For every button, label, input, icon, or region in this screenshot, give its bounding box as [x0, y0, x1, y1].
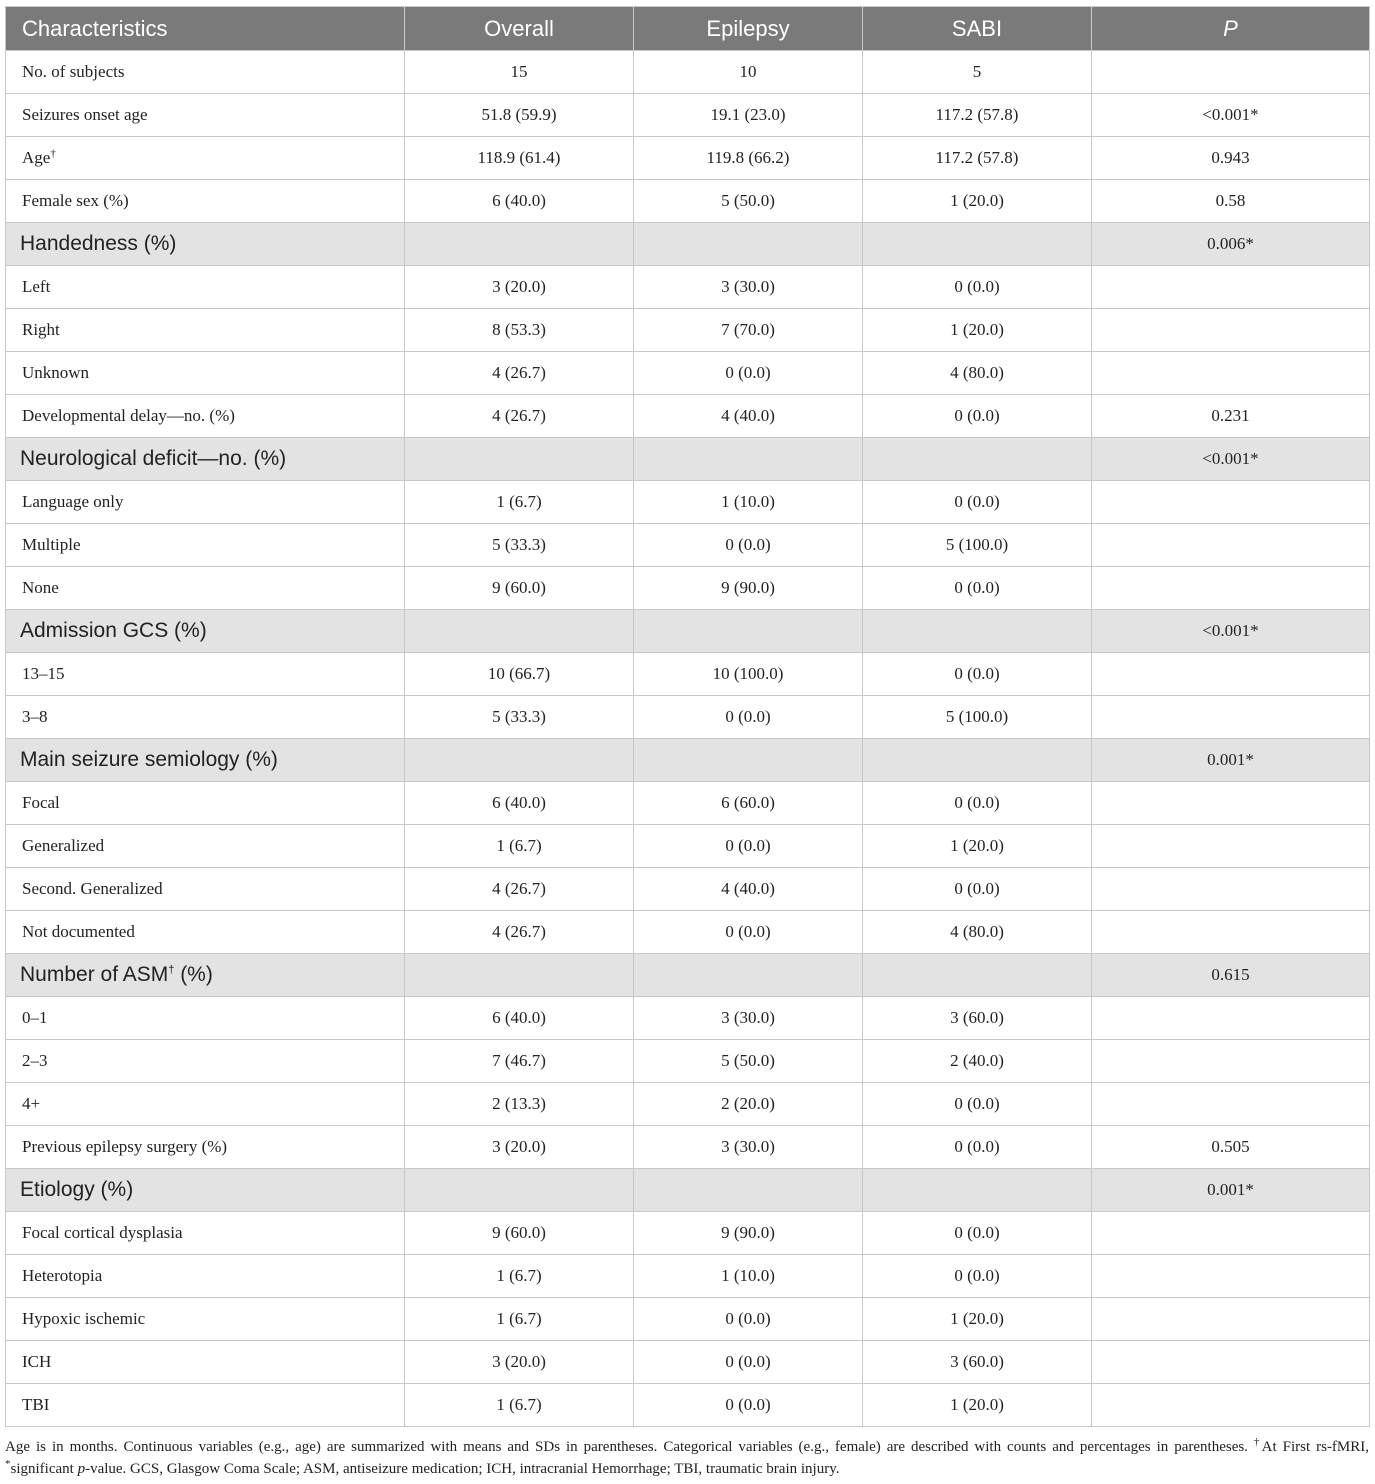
- cell-epilepsy: [634, 739, 863, 782]
- table-container: [5, 6, 1369, 1427]
- row-label: [6, 653, 405, 696]
- row-label: [6, 309, 405, 352]
- cell-sabi: 1 (20.0): [863, 1298, 1092, 1341]
- table-row: [6, 395, 1370, 438]
- table-header-row: [6, 7, 1370, 51]
- cell-p-value: [1092, 782, 1370, 825]
- cell-p-value: [1092, 997, 1370, 1040]
- row-label-text: Focal: [22, 793, 60, 812]
- cell-sabi: [863, 610, 1092, 653]
- table-row: [6, 51, 1370, 94]
- cell-p-value: <0.001*: [1092, 438, 1370, 481]
- cell-sabi: [863, 438, 1092, 481]
- cell-sabi: [863, 739, 1092, 782]
- cell-p-value: 0.943: [1092, 137, 1370, 180]
- table-row: [6, 825, 1370, 868]
- cell-overall: 9 (60.0): [405, 567, 634, 610]
- cell-sabi: 3 (60.0): [863, 1341, 1092, 1384]
- row-label: [6, 1169, 405, 1212]
- row-label-text: Hypoxic ischemic: [22, 1309, 146, 1328]
- cell-p-value: 0.505: [1092, 1126, 1370, 1169]
- cell-epilepsy: 2 (20.0): [634, 1083, 863, 1126]
- row-label: [6, 567, 405, 610]
- cell-sabi: 0 (0.0): [863, 481, 1092, 524]
- label-superscript: †: [168, 964, 175, 976]
- cell-sabi: 1 (20.0): [863, 1384, 1092, 1427]
- cell-sabi: 0 (0.0): [863, 868, 1092, 911]
- table-row: [6, 1298, 1370, 1341]
- label-superscript: †: [50, 147, 56, 160]
- cell-epilepsy: 0 (0.0): [634, 1298, 863, 1341]
- cell-sabi: 0 (0.0): [863, 567, 1092, 610]
- cell-epilepsy: 0 (0.0): [634, 1384, 863, 1427]
- cell-p-value: 0.58: [1092, 180, 1370, 223]
- row-label-text: Developmental delay—no. (%): [22, 406, 235, 425]
- row-label-text: 13–15: [22, 664, 65, 683]
- table-body: [6, 51, 1370, 1427]
- cell-overall: 5 (33.3): [405, 524, 634, 567]
- cell-epilepsy: 19.1 (23.0): [634, 94, 863, 137]
- cell-overall: [405, 223, 634, 266]
- cell-p-value: [1092, 911, 1370, 954]
- cell-sabi: 1 (20.0): [863, 825, 1092, 868]
- cell-overall: 6 (40.0): [405, 782, 634, 825]
- cell-p-value: [1092, 567, 1370, 610]
- cell-epilepsy: 3 (30.0): [634, 1126, 863, 1169]
- header-epilepsy: Epilepsy: [634, 7, 863, 51]
- cell-epilepsy: 10 (100.0): [634, 653, 863, 696]
- footnote-text-3: significant: [10, 1461, 78, 1477]
- row-label: [6, 180, 405, 223]
- cell-p-value: 0.001*: [1092, 1169, 1370, 1212]
- cell-p-value: [1092, 309, 1370, 352]
- table-section-row: [6, 610, 1370, 653]
- table-row: [6, 1083, 1370, 1126]
- cell-overall: 9 (60.0): [405, 1212, 634, 1255]
- table-row: [6, 1040, 1370, 1083]
- table-row: [6, 997, 1370, 1040]
- cell-sabi: 0 (0.0): [863, 395, 1092, 438]
- row-label-text: Age: [22, 148, 51, 167]
- cell-overall: 4 (26.7): [405, 352, 634, 395]
- cell-p-value: [1092, 1384, 1370, 1427]
- table-row: [6, 868, 1370, 911]
- row-label: [6, 524, 405, 567]
- table-row: [6, 1255, 1370, 1298]
- table-section-row: [6, 1169, 1370, 1212]
- row-label-text: Etiology (%): [20, 1178, 134, 1201]
- row-label: [6, 1212, 405, 1255]
- table-row: [6, 1341, 1370, 1384]
- row-label: [6, 1384, 405, 1427]
- row-label: [6, 352, 405, 395]
- cell-overall: [405, 610, 634, 653]
- cell-sabi: 4 (80.0): [863, 352, 1092, 395]
- footnote-p: p: [77, 1461, 86, 1477]
- cell-sabi: 2 (40.0): [863, 1040, 1092, 1083]
- row-label-text: Generalized: [22, 836, 105, 855]
- cell-overall: 51.8 (59.9): [405, 94, 634, 137]
- cell-epilepsy: 0 (0.0): [634, 911, 863, 954]
- table-row: [6, 782, 1370, 825]
- cell-p-value: [1092, 481, 1370, 524]
- cell-epilepsy: 4 (40.0): [634, 868, 863, 911]
- cell-epilepsy: 1 (10.0): [634, 1255, 863, 1298]
- table-row: [6, 696, 1370, 739]
- label-suffix: (%): [174, 963, 213, 986]
- row-label: [6, 137, 405, 180]
- row-label: [6, 438, 405, 481]
- row-label-text: Left: [22, 277, 51, 296]
- cell-epilepsy: 9 (90.0): [634, 1212, 863, 1255]
- row-label-text: 2–3: [22, 1051, 48, 1070]
- footnote-dagger: †: [1253, 1436, 1262, 1448]
- header-p-value: P: [1092, 7, 1370, 51]
- header-characteristics: Characteristics: [6, 7, 405, 51]
- table-footnote: [5, 1436, 1369, 1480]
- cell-sabi: 3 (60.0): [863, 997, 1092, 1040]
- cell-p-value: [1092, 51, 1370, 94]
- cell-epilepsy: 4 (40.0): [634, 395, 863, 438]
- cell-epilepsy: 7 (70.0): [634, 309, 863, 352]
- row-label-text: TBI: [22, 1395, 50, 1414]
- cell-overall: 6 (40.0): [405, 997, 634, 1040]
- header-overall: Overall: [405, 7, 634, 51]
- row-label: [6, 954, 405, 997]
- cell-overall: 8 (53.3): [405, 309, 634, 352]
- row-label-text: Second. Generalized: [22, 879, 163, 898]
- row-label-text: Not documented: [22, 922, 135, 941]
- cell-p-value: [1092, 524, 1370, 567]
- characteristics-table: [5, 6, 1370, 1427]
- cell-epilepsy: 119.8 (66.2): [634, 137, 863, 180]
- row-label-text: 3–8: [22, 707, 48, 726]
- cell-sabi: 5 (100.0): [863, 524, 1092, 567]
- cell-epilepsy: 0 (0.0): [634, 352, 863, 395]
- cell-epilepsy: 0 (0.0): [634, 825, 863, 868]
- cell-overall: [405, 1169, 634, 1212]
- cell-epilepsy: 5 (50.0): [634, 1040, 863, 1083]
- cell-sabi: 5: [863, 51, 1092, 94]
- cell-overall: [405, 438, 634, 481]
- header-sabi: SABI: [863, 7, 1092, 51]
- cell-epilepsy: 0 (0.0): [634, 696, 863, 739]
- row-label-text: None: [22, 578, 59, 597]
- cell-sabi: 1 (20.0): [863, 180, 1092, 223]
- cell-overall: 6 (40.0): [405, 180, 634, 223]
- row-label: [6, 266, 405, 309]
- cell-p-value: <0.001*: [1092, 94, 1370, 137]
- cell-overall: 3 (20.0): [405, 266, 634, 309]
- cell-epilepsy: [634, 610, 863, 653]
- cell-sabi: 4 (80.0): [863, 911, 1092, 954]
- row-label: [6, 1126, 405, 1169]
- cell-sabi: [863, 954, 1092, 997]
- cell-sabi: 0 (0.0): [863, 1255, 1092, 1298]
- cell-epilepsy: 0 (0.0): [634, 1341, 863, 1384]
- table-row: [6, 266, 1370, 309]
- row-label: [6, 911, 405, 954]
- row-label: [6, 223, 405, 266]
- cell-epilepsy: 3 (30.0): [634, 997, 863, 1040]
- cell-p-value: 0.006*: [1092, 223, 1370, 266]
- cell-sabi: [863, 223, 1092, 266]
- cell-p-value: [1092, 868, 1370, 911]
- cell-overall: 3 (20.0): [405, 1126, 634, 1169]
- table-section-row: [6, 223, 1370, 266]
- cell-p-value: [1092, 1040, 1370, 1083]
- cell-overall: 1 (6.7): [405, 1298, 634, 1341]
- row-label-text: Language only: [22, 492, 124, 511]
- cell-epilepsy: 1 (10.0): [634, 481, 863, 524]
- cell-overall: 7 (46.7): [405, 1040, 634, 1083]
- cell-sabi: 1 (20.0): [863, 309, 1092, 352]
- row-label: [6, 94, 405, 137]
- footnote-text-2: At First rs-fMRI,: [1261, 1439, 1370, 1455]
- cell-p-value: 0.001*: [1092, 739, 1370, 782]
- cell-p-value: [1092, 1083, 1370, 1126]
- cell-overall: 4 (26.7): [405, 868, 634, 911]
- cell-overall: 1 (6.7): [405, 825, 634, 868]
- row-label: [6, 1341, 405, 1384]
- cell-sabi: 117.2 (57.8): [863, 137, 1092, 180]
- cell-p-value: [1092, 1255, 1370, 1298]
- table-section-row: [6, 954, 1370, 997]
- cell-overall: 1 (6.7): [405, 481, 634, 524]
- row-label: [6, 481, 405, 524]
- row-label: [6, 395, 405, 438]
- footnote-star: *: [5, 1458, 11, 1470]
- row-label: [6, 1298, 405, 1341]
- cell-sabi: 117.2 (57.8): [863, 94, 1092, 137]
- table-section-row: [6, 739, 1370, 782]
- cell-p-value: 0.615: [1092, 954, 1370, 997]
- row-label: [6, 825, 405, 868]
- row-label: [6, 1255, 405, 1298]
- row-label: [6, 1040, 405, 1083]
- row-label: [6, 997, 405, 1040]
- row-label-text: Multiple: [22, 535, 81, 554]
- cell-p-value: [1092, 825, 1370, 868]
- cell-sabi: 0 (0.0): [863, 266, 1092, 309]
- cell-overall: 5 (33.3): [405, 696, 634, 739]
- cell-epilepsy: [634, 954, 863, 997]
- cell-epilepsy: [634, 1169, 863, 1212]
- cell-sabi: 0 (0.0): [863, 1083, 1092, 1126]
- row-label: [6, 610, 405, 653]
- row-label: [6, 1083, 405, 1126]
- table-row: [6, 94, 1370, 137]
- row-label: [6, 782, 405, 825]
- cell-sabi: 0 (0.0): [863, 653, 1092, 696]
- row-label-text: Number of ASM: [20, 963, 169, 986]
- row-label-text: Heterotopia: [22, 1266, 103, 1285]
- cell-epilepsy: 0 (0.0): [634, 524, 863, 567]
- cell-p-value: [1092, 696, 1370, 739]
- table-row: [6, 180, 1370, 223]
- cell-p-value: [1092, 266, 1370, 309]
- cell-overall: 2 (13.3): [405, 1083, 634, 1126]
- cell-overall: 15: [405, 51, 634, 94]
- row-label-text: No. of subjects: [22, 62, 125, 81]
- cell-overall: 3 (20.0): [405, 1341, 634, 1384]
- cell-sabi: 0 (0.0): [863, 782, 1092, 825]
- cell-overall: 4 (26.7): [405, 395, 634, 438]
- cell-epilepsy: [634, 438, 863, 481]
- cell-sabi: 0 (0.0): [863, 1212, 1092, 1255]
- row-label: [6, 868, 405, 911]
- cell-p-value: [1092, 352, 1370, 395]
- table-row: [6, 352, 1370, 395]
- table-row: [6, 911, 1370, 954]
- cell-overall: [405, 954, 634, 997]
- cell-p-value: [1092, 1298, 1370, 1341]
- row-label: [6, 51, 405, 94]
- footnote-text-4: -value. GCS, Glasgow Coma Scale; ASM, antiseizure medication; ICH, intracranial Hemorrhage; TBI, traumatic brain injury.: [85, 1461, 840, 1477]
- row-label-text: 4+: [22, 1094, 41, 1113]
- cell-p-value: [1092, 1212, 1370, 1255]
- table-row: [6, 1212, 1370, 1255]
- row-label-text: Admission GCS (%): [20, 619, 207, 642]
- cell-overall: 10 (66.7): [405, 653, 634, 696]
- table-section-row: [6, 438, 1370, 481]
- table-row: [6, 653, 1370, 696]
- row-label-text: Female sex (%): [22, 191, 129, 210]
- row-label: [6, 696, 405, 739]
- cell-sabi: [863, 1169, 1092, 1212]
- row-label-text: Right: [22, 320, 60, 339]
- cell-sabi: 5 (100.0): [863, 696, 1092, 739]
- cell-epilepsy: 10: [634, 51, 863, 94]
- cell-epilepsy: 6 (60.0): [634, 782, 863, 825]
- cell-overall: 1 (6.7): [405, 1384, 634, 1427]
- row-label-text: Seizures onset age: [22, 105, 148, 124]
- cell-epilepsy: 9 (90.0): [634, 567, 863, 610]
- row-label-text: Handedness (%): [20, 232, 177, 255]
- row-label-text: Previous epilepsy surgery (%): [22, 1137, 228, 1156]
- row-label-text: Focal cortical dysplasia: [22, 1223, 183, 1242]
- row-label: [6, 739, 405, 782]
- row-label-text: Main seizure semiology (%): [20, 748, 278, 771]
- table-row: [6, 481, 1370, 524]
- cell-overall: [405, 739, 634, 782]
- footnote-text: Age is in months. Continuous variables (e.g., age) are summarized with means and SDs in parentheses. Categorical variables (e.g., female) are described with counts and percentages in parentheses.: [5, 1439, 1254, 1455]
- cell-epilepsy: 5 (50.0): [634, 180, 863, 223]
- table-row: [6, 524, 1370, 567]
- table-row: [6, 1126, 1370, 1169]
- cell-sabi: 0 (0.0): [863, 1126, 1092, 1169]
- table-row: [6, 1384, 1370, 1427]
- cell-p-value: <0.001*: [1092, 610, 1370, 653]
- row-label-text: Neurological deficit—no. (%): [20, 447, 287, 470]
- row-label-text: 0–1: [22, 1008, 48, 1027]
- table-row: [6, 567, 1370, 610]
- table-row: [6, 309, 1370, 352]
- cell-overall: 4 (26.7): [405, 911, 634, 954]
- row-label-text: Unknown: [22, 363, 90, 382]
- cell-overall: 118.9 (61.4): [405, 137, 634, 180]
- cell-epilepsy: [634, 223, 863, 266]
- table-row: [6, 137, 1370, 180]
- cell-p-value: [1092, 1341, 1370, 1384]
- row-label-text: ICH: [22, 1352, 52, 1371]
- cell-p-value: [1092, 653, 1370, 696]
- cell-overall: 1 (6.7): [405, 1255, 634, 1298]
- cell-epilepsy: 3 (30.0): [634, 266, 863, 309]
- cell-p-value: 0.231: [1092, 395, 1370, 438]
